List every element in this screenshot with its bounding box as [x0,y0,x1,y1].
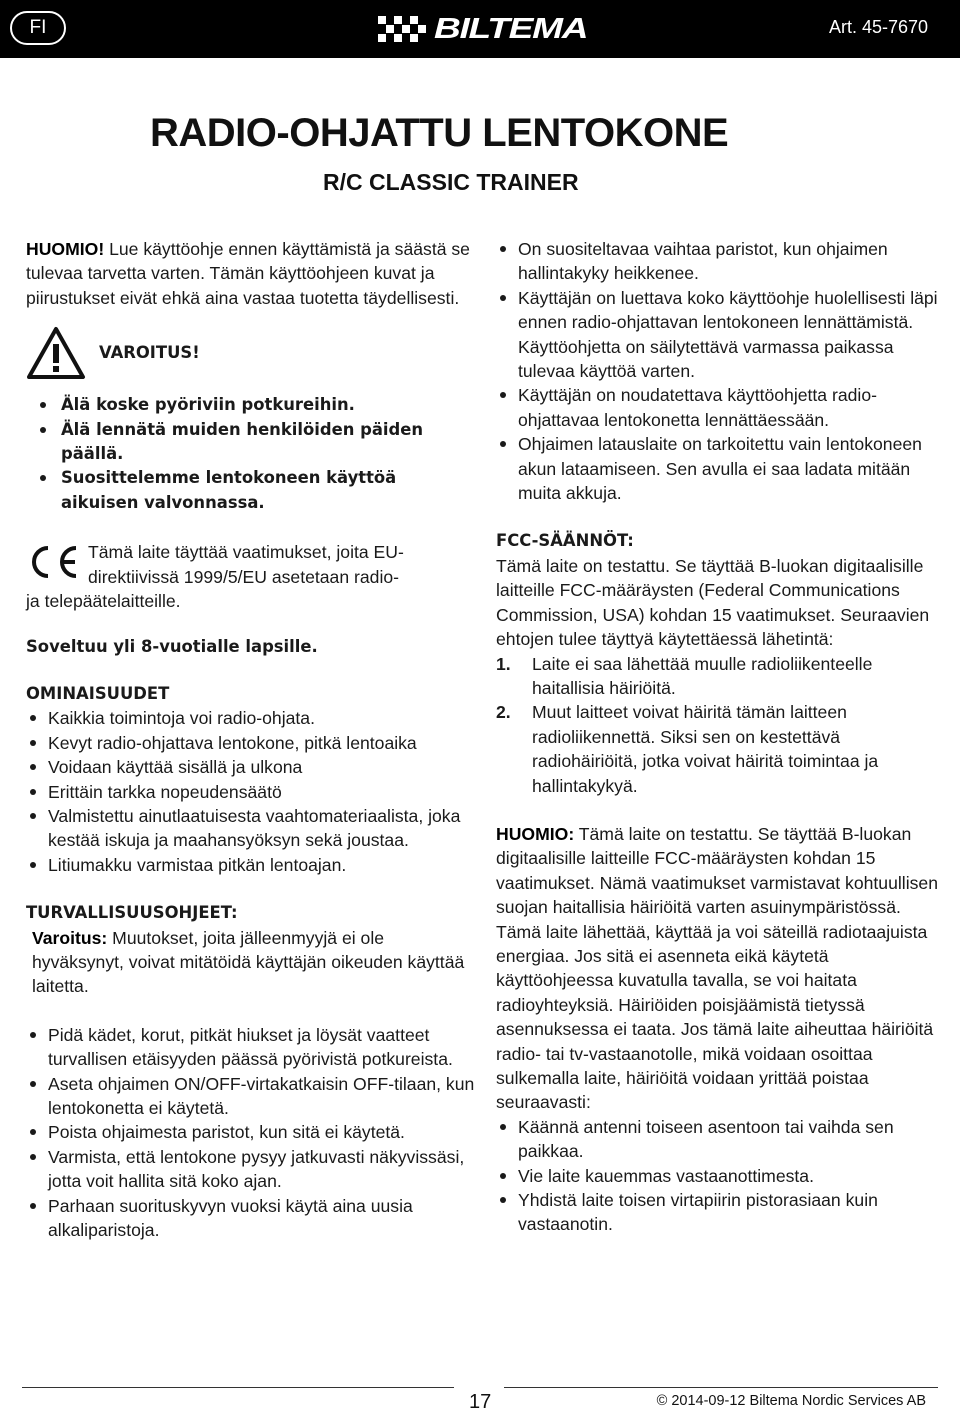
warning-triangle-icon [26,326,86,380]
usage-item: Käyttäjän on luettava koko käyttöohje huolellisesti läpi ennen radio-ohjattavan lentokoneen lennättämistä. Käyttöohjetta on säilytettävä varmassa paikassa tulevaa käyttöä varten. [496,286,941,384]
ce-text-line: Tämä laite täyttää vaatimukset, joita EU- [88,542,404,563]
usage-item: Käyttäjän on noudatettava käyttöohjetta radio-ohjattavaa lentokonetta lennättäessään. [496,383,941,432]
safety-item: Varmista, että lentokone pysyy jatkuvasti näkyvissäsi, jotta voit hallita sitä koko ajan. [26,1145,476,1194]
feature-item: Valmistettu ainutlaatuisesta vaahtomateriaalista, joka kestää iskuja ja maahansyöksyn sekä joustaa. [26,804,476,853]
feature-item: Voidaan käyttää sisällä ja ulkona [26,755,476,779]
biltema-logo [378,13,588,45]
language-badge: FI [10,11,66,45]
warning-item: Älä lennätä muiden henkilöiden päiden päällä. [26,418,476,467]
fcc-heading: FCC-SÄÄNNÖT: [496,531,634,551]
safety-warning [26,926,476,999]
note-text: Tämä laite on testattu. Se täyttää B-luokan digitaalisille laitteille FCC-määräysten kohdan 15 vaatimukset. Nämä vaatimukset varmistavat kohtuullisen suojan haitallisia häiriöitä varten asuinympäristössä. Tämä laite lähettää, käyttää ja voi säteillä radiotaajuista energiaa. Jos sitä ei asenneta eikä käytetä käyttöohjeessa kuvatulla tavalla, se voi haitata radioyhteyksiä. Häiriöiden poisjäämistä tietyssä asennuksessa ei taata. Jos tämä laite aiheuttaa häiriöitä radio- tai tv-vastaanotolle, mikä voidaan osoittaa sulkemalla laite, häiriöitä voidaan yrittää poistaa seuraavasti: [496,823,938,1113]
page-subtitle: R/C CLASSIC TRAINER [323,169,579,195]
ce-statement [26,540,476,613]
warning-item: Suosittelemme lentokoneen käyttöä aikuisen valvonnassa. [26,466,476,515]
safety-heading: TURVALLISUUSOHJEET: [26,903,238,923]
ce-text-line: ja telepäätelaitteille. [26,591,181,612]
fcc-text: Tämä laite on testattu. Se täyttää B-luokan digitaalisille laitteille FCC-määräysten (Federal Communications Commission, USA) kohdan 15 vaatimukset. Seuraavien ehtojen tulee täyttyä käytettäessä lähetintä: [496,555,930,650]
remedy-list [496,1115,941,1237]
intro-bold: HUOMIO! [26,239,105,259]
safety-item: Aseta ohjaimen ON/OFF-virtakatkaisin OFF-tilaan, kun lentokonetta ei käytetä. [26,1072,476,1121]
fcc-item-number: 2. [496,702,511,723]
intro-text: Lue käyttöohje ennen käyttämistä ja säästä se tulevaa tarvetta varten. Tämän käyttöohjeen kuvat ja piirustukset eivät ehkä aina vastaa tuotetta täydellisesti. [26,239,470,308]
feature-item: Kevyt radio-ohjattava lentokone, pitkä lentoaika [26,731,476,755]
safety-item: Pidä kädet, korut, pitkät hiukset ja löysät vaatteet turvallisen etäisyyden päässä pyörivistä potkureista. [26,1023,476,1072]
header-bar [0,0,960,58]
article-number: Art. 45-7670 [828,17,928,37]
feature-item: Litiumakku varmistaa pitkän lentoajan. [26,853,476,877]
fcc-item-text: Laite ei saa lähettää muulle radioliikenteelle haitallisia häiriöitä. [532,653,873,698]
features-list [26,706,476,877]
safety-item: Parhaan suorituskyvyn vuoksi käytä aina uusia alkaliparistoja. [26,1194,476,1243]
age-recommendation: Soveltuu yli 8-vuotialle lapsille. [26,637,318,657]
usage-item: Ohjaimen latauslaite on tarkoitettu vain lentokoneen akun lataamiseen. Sen avulla ei saa ladata mitään muita akkuja. [496,432,941,505]
remedy-item: Yhdistä laite toisen virtapiirin pistorasiaan kuin vastaanotin. [496,1188,941,1237]
remedy-item: Vie laite kauemmas vastaanottimesta. [496,1164,941,1188]
copyright-notice: © 2014-09-12 Biltema Nordic Services AB [656,1393,926,1409]
intro-paragraph [26,237,476,310]
usage-list [496,237,941,505]
footer-rule-left [22,1387,454,1388]
remedy-item: Käännä antenni toiseen asentoon tai vaihda sen paikkaa. [496,1115,941,1164]
right-column [496,237,941,1237]
warning-list [26,393,476,515]
footer-rule-right [504,1387,938,1388]
fcc-item [496,700,941,798]
usage-item: On suositeltavaa vaihtaa paristot, kun ohjaimen hallintakyky heikkenee. [496,237,941,286]
checkered-flag-icon [378,16,428,42]
ce-text-line: direktiivissä 1999/5/EU asetetaan radio- [88,566,399,587]
logo-wordmark: BILTEMA [434,13,588,45]
safety-list [26,1023,476,1243]
note-bold: HUOMIO: [496,823,575,844]
warning-row [26,323,476,383]
safety-item: Poista ohjaimesta paristot, kun sitä ei käytetä. [26,1120,476,1144]
fcc-item [496,652,941,701]
fcc-list [496,652,941,798]
left-column [26,237,476,1242]
warning-item: Älä koske pyöriviin potkureihin. [26,393,476,417]
fcc-item-text: Muut laitteet voivat häiritä tämän laitteen radioliikennettä. Siksi sen on kestettävä radiohäiriöitä, jotka voivat häiritä toimintaa ja hallintakykyä. [532,702,879,796]
feature-item: Kaikkia toimintoja voi radio-ohjata. [26,706,476,730]
ce-mark-icon [26,544,80,580]
features-heading: OMINAISUUDET [26,683,170,703]
warning-label: VAROITUS! [99,343,200,363]
page-title: RADIO-OHJATTU LENTOKONE [150,111,729,155]
page-number: 17 [469,1391,492,1413]
note-paragraph [496,822,941,1115]
safety-warning-bold: Varoitus: [32,927,108,948]
safety-warning-text: Muutokset, joita jälleenmyyjä ei ole hyväksynyt, voivat mitätöidä käyttäjän oikeuden käyttää laitetta. [32,927,465,997]
fcc-item-number: 1. [496,653,511,674]
feature-item: Erittäin tarkka nopeudensäätö [26,780,476,804]
